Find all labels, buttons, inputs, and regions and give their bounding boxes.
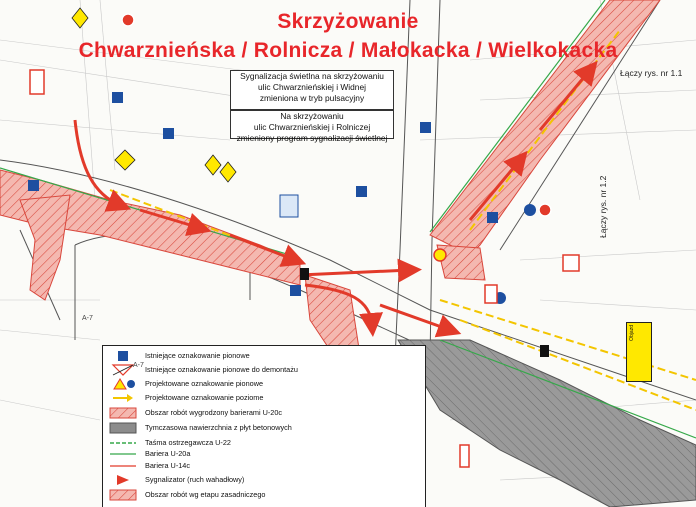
- legend-text: Obszar robót wygrodzony barierami U-20c: [145, 408, 283, 417]
- note-line: zmieniony program sygnalizacji świetlnej: [236, 133, 388, 143]
- legend-text: Bariera U-20a: [145, 449, 191, 458]
- blue-sign-5: [420, 122, 431, 133]
- note-line: ulic Chwarznieńskiej i Widnej: [258, 82, 366, 92]
- blue-sign-7: [356, 186, 367, 197]
- title-line-2: Chwarznieńska / Rolnicza / Małokacka / Wielkokacka: [78, 39, 618, 62]
- legend-row: [103, 474, 425, 486]
- note-line: zmieniona w tryb pulsacyjny: [259, 93, 365, 103]
- hatched-area-icon: [109, 407, 137, 419]
- marking-arrows-icon: [109, 392, 137, 404]
- legend-row: [103, 364, 425, 376]
- legend-text: Obszar robót wg etapu zasadniczego: [145, 490, 266, 499]
- note-line: Na skrzyżowaniu: [280, 111, 344, 121]
- signal-device-2: [540, 345, 549, 357]
- barrier-u14c-icon: [109, 460, 137, 472]
- legend-sign-code: A-7: [133, 362, 144, 369]
- legend-row: [103, 489, 425, 501]
- warning-sign-2: [220, 162, 236, 182]
- arrow-to-intersection: [300, 270, 410, 275]
- legend-row: [103, 422, 425, 434]
- blue-sign-1: [112, 92, 123, 103]
- legend-text: Projektowane oznakowanie poziome: [145, 393, 264, 402]
- legend-text: Sygnalizator (ruch wahadłowy): [145, 475, 245, 484]
- signaller-icon: [109, 474, 137, 486]
- sheet-link-top: Łączy rys. nr 1.1: [620, 68, 683, 78]
- warning-sign-1: [205, 155, 221, 175]
- title-line-1: Skrzyżowanie: [277, 10, 419, 33]
- blue-sign-2: [163, 128, 174, 139]
- legend-panel: [102, 345, 426, 507]
- blue-sign-icon: [109, 350, 137, 362]
- legend-row: [103, 378, 425, 390]
- legend-row: [103, 407, 425, 419]
- blue-sign-6: [487, 212, 498, 223]
- mandatory-sign-3: [434, 249, 446, 261]
- note-line: ulic Chwarznieńskiej i Rolniczej: [253, 122, 371, 132]
- note-signal-program: [230, 110, 394, 143]
- detour-sign-text: Objazd: [629, 325, 635, 341]
- blue-sign-3: [28, 180, 39, 191]
- stripe-barrier-3: [460, 445, 469, 467]
- legend-text: Tymczasowa nawierzchnia z płyt betonowych: [145, 423, 292, 432]
- no-entry-sign-2: [539, 204, 551, 216]
- sheet-link-right: Łączy rys. nr 1.2: [598, 175, 608, 238]
- note-signal-pulse: [230, 70, 394, 110]
- legend-text: Istniejące oznakowanie pionowe: [145, 351, 250, 360]
- legend-row: [103, 350, 425, 362]
- yellow-warning-icon: [109, 378, 137, 390]
- blue-board: [280, 195, 298, 217]
- barrier-u20a-icon: [109, 448, 137, 460]
- legend-text: Taśma ostrzegawcza U-22: [145, 438, 231, 447]
- blue-sign-4: [290, 285, 301, 296]
- legend-text: Istniejące oznakowanie pionowe do demontażu: [145, 365, 298, 374]
- legend-row: [103, 460, 425, 472]
- legend-text: Projektowane oznakowanie pionowe: [145, 379, 264, 388]
- detour-sign-right: [626, 322, 652, 382]
- work-area-icon: [109, 489, 137, 501]
- stripe-barrier-1: [30, 70, 44, 94]
- note-line: Sygnalizacja świetlna na skrzyżowaniu: [240, 71, 384, 81]
- stripe-barrier-2: [563, 255, 579, 271]
- sign-code-label: A-7: [82, 315, 93, 322]
- stripe-barrier-4: [485, 285, 497, 303]
- warning-sign-3: [115, 150, 135, 170]
- legend-text: Bariera U-14c: [145, 461, 191, 470]
- grey-area-icon: [109, 422, 137, 434]
- legend-row: [103, 392, 425, 404]
- arrow-east-exit: [380, 305, 450, 330]
- signal-device: [300, 268, 309, 280]
- legend-row: [103, 448, 425, 460]
- mandatory-sign-1: [524, 204, 536, 216]
